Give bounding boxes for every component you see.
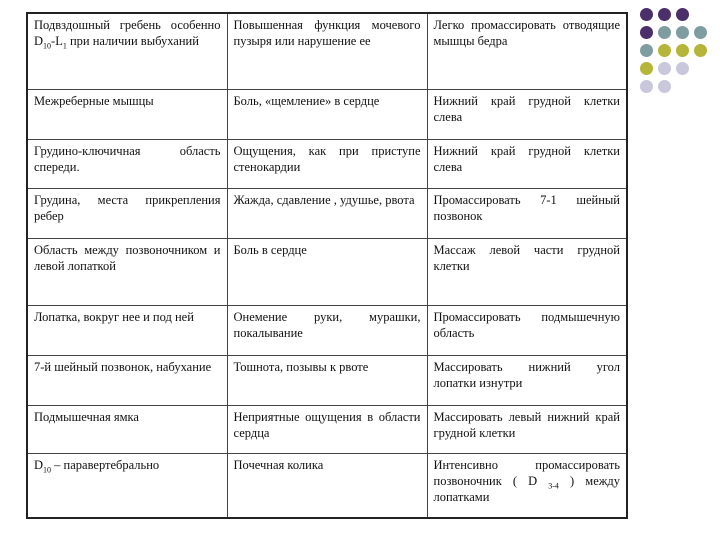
decorative-dot-grid [640,8,720,118]
action-cell: Массаж левой части грудной клетки [427,238,627,305]
symptom-cell: Ощущения, как при приступе стенокардии [227,139,427,188]
subscript-text: 1 [62,41,67,51]
decorative-dot [640,44,653,57]
table-container [26,12,626,519]
cell-text: Лопатка, вокруг нее и под ней [34,309,194,324]
table-row [27,89,627,139]
cell-text: D [34,457,44,472]
action-cell: Легко промассировать отводящие мышцы бедра [427,13,627,89]
table-row [27,405,627,453]
subscript-text: 3-4 [548,481,559,490]
zone-cell [27,13,227,89]
table-row [27,238,627,305]
decorative-dot [658,26,671,39]
decorative-dot [640,80,653,93]
decorative-dot [640,26,653,39]
decorative-dot [676,26,689,39]
symptom-cell: Онемение руки, мурашки, покалывание [227,305,427,355]
table-row [27,13,627,89]
action-cell: Нижний край грудной клетки слева [427,89,627,139]
decorative-dot [658,80,671,93]
cell-text: 7-й шейный позвонок, набухание [34,359,212,374]
zone-cell [27,453,227,518]
table-row [27,355,627,405]
action-cell: Массировать левый нижний край грудной клетки [427,405,627,453]
cell-text: Интенсивно промассировать позвоночник ( D [433,457,620,488]
massage-table [26,12,628,519]
subscript-text: 10 [43,41,52,51]
symptom-cell: Жажда, сдавление , удушье, рвота [227,188,427,238]
symptom-cell: Тошнота, позывы к рвоте [227,355,427,405]
table-body [27,13,627,518]
cell-text: Область между позвоночником и левой лопаткой [34,242,221,273]
cell-text: при наличии выбуханий [66,34,199,48]
action-cell [427,453,627,518]
cell-text: ) между лопатками [433,473,620,504]
action-cell: Промассировать подмышечную область [427,305,627,355]
zone-cell [27,355,227,405]
symptom-cell: Почечная колика [227,453,427,518]
symptom-cell: Боль, «щемление» в сердце [227,89,427,139]
table-row [27,139,627,188]
cell-text: Межреберные мышцы [34,93,154,108]
table-row [27,305,627,355]
cell-text: -L [51,34,63,48]
decorative-dot [694,26,707,39]
decorative-dot [658,62,671,75]
decorative-dot [676,8,689,21]
subscript-text: 10 [43,465,52,474]
decorative-dot [694,44,707,57]
zone-cell [27,188,227,238]
symptom-cell: Неприятные ощущения в области сердца [227,405,427,453]
action-cell: Нижний край грудной клетки слева [427,139,627,188]
cell-text: Подмышечная ямка [34,409,139,424]
decorative-dot [676,62,689,75]
cell-text: Подвздошный гребень особенно D [34,18,221,48]
action-cell: Массировать нижний угол лопатки изнутри [427,355,627,405]
zone-cell [27,305,227,355]
zone-cell [27,139,227,188]
action-cell: Промассировать 7-1 шейный позвонок [427,188,627,238]
decorative-dot [640,62,653,75]
symptom-cell: Повышенная функция мочевого пузыря или нарушение ее [227,13,427,89]
decorative-dot [640,8,653,21]
decorative-dot [658,44,671,57]
table-row [27,188,627,238]
zone-cell [27,238,227,305]
decorative-dot [676,44,689,57]
cell-text: Грудина, места прикрепления ребер [34,192,221,223]
table-row [27,453,627,518]
cell-text: Грудино-ключичная область спереди. [34,143,221,174]
cell-text: – паравертебрально [51,457,160,472]
decorative-dot [658,8,671,21]
zone-cell [27,405,227,453]
symptom-cell: Боль в сердце [227,238,427,305]
zone-cell [27,89,227,139]
